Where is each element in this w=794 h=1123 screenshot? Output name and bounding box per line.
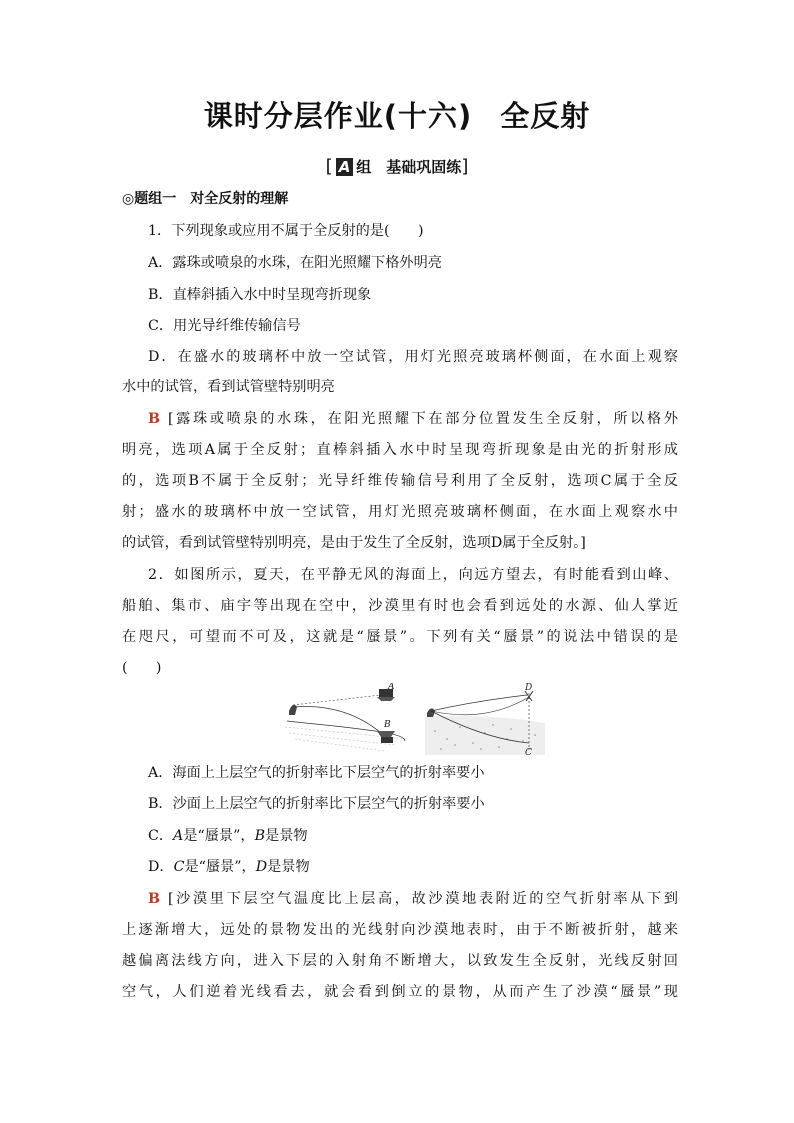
section-heading [0, 156, 794, 177]
q2-explanation-line2: 上逐渐增大，远处的景物发出的光线射向沙漠地表时，由于不断被折射，越来 [122, 922, 678, 938]
q1-option-d-line1: D．在盛水的玻璃杯中放一空试管，用灯光照亮玻璃杯侧面，在水面上观察 [148, 349, 678, 365]
q2-stem-line4: ( ) [122, 660, 162, 676]
q1-explanation-line5: 的试管，看到试管壁特别明亮，是由于发生了全反射，选项D属于全反射。] [122, 535, 586, 551]
q2-option-b: B．沙面上上层空气的折射率比下层空气的折射率要小 [148, 796, 485, 812]
label-d: D [525, 683, 533, 693]
group-heading: ◎题组一 对全反射的理解 [122, 191, 289, 207]
q2-explanation-line4: 空气，人们逆着光线看去，就会看到倒立的景物，从而产生了沙漠“蜃景”现 [122, 984, 678, 1000]
title-main: 课时分层作业(十六) [203, 99, 473, 133]
section-label: 组 基础巩固练 [356, 158, 462, 176]
q1-answer: B [148, 411, 160, 427]
group-letter-badge: A [336, 158, 354, 176]
q2-explanation-line1: B [沙漠里下层空气温度比上层高，故沙漠地表附近的空气折射率从下到 [148, 891, 678, 907]
q1-option-d-line2: 水中的试管，看到试管壁特别明亮 [122, 379, 335, 395]
title-topic: 全反射 [500, 99, 591, 133]
q2-stem-line1: 2．如图所示，夏天，在平静无风的海面上，向远方望去，有时能看到山峰、 [148, 567, 678, 583]
q1-option-c: C．用光导纤维传输信号 [148, 318, 301, 334]
label-b: B [384, 720, 391, 730]
q2-option-d: D．C是“蜃景”，D是景物 [148, 859, 310, 875]
q2-stem-line2: 船舶、集市、庙宇等出现在空中，沙漠里有时也会看到远处的水源、仙人掌近 [122, 598, 678, 614]
q1-stem: 1．下列现象或应用不属于全反射的是( ) [148, 223, 424, 239]
sea-mirage-panel [285, 683, 407, 751]
desert-mirage-panel [425, 683, 545, 755]
mirage-diagram [285, 683, 547, 755]
label-a: A [388, 683, 395, 692]
q1-explanation-line1: B [露珠或喷泉的水珠，在阳光照耀下在部分位置发生全反射，所以格外 [148, 411, 678, 427]
q1-explanation-line2: 明亮，选项A属于全反射；直棒斜插入水中时呈现弯折现象是由光的折射形成 [122, 442, 678, 458]
label-c: C [525, 748, 532, 755]
q2-explanation-line3: 越偏离法线方向，进入下层的入射角不断增大，以致发生全反射，光线反射回 [122, 953, 678, 969]
q2-answer: B [148, 891, 160, 907]
q2-option-c: C．A是“蜃景”，B是景物 [148, 828, 308, 844]
q2-option-a: A．海面上上层空气的折射率比下层空气的折射率要小 [148, 765, 485, 781]
q1-explanation-line3: 的，选项B不属于全反射；光导纤维传输信号利用了全反射，选项C属于全反 [122, 473, 678, 489]
page-title [0, 94, 794, 135]
q1-option-b: B．直棒斜插入水中时呈现弯折现象 [148, 287, 372, 303]
q1-explanation-line4: 射；盛水的玻璃杯中放一空试管，用灯光照亮玻璃杯侧面，在水面上观察水中 [122, 504, 678, 520]
q1-option-a: A．露珠或喷泉的水珠，在阳光照耀下格外明亮 [148, 255, 442, 271]
q2-stem-line3: 在咫尺，可望而不可及，这就是“蜃景”。下列有关“蜃景”的说法中错误的是 [122, 629, 678, 645]
bracket-open: [ [325, 156, 333, 177]
bracket-close: ] [461, 156, 469, 177]
